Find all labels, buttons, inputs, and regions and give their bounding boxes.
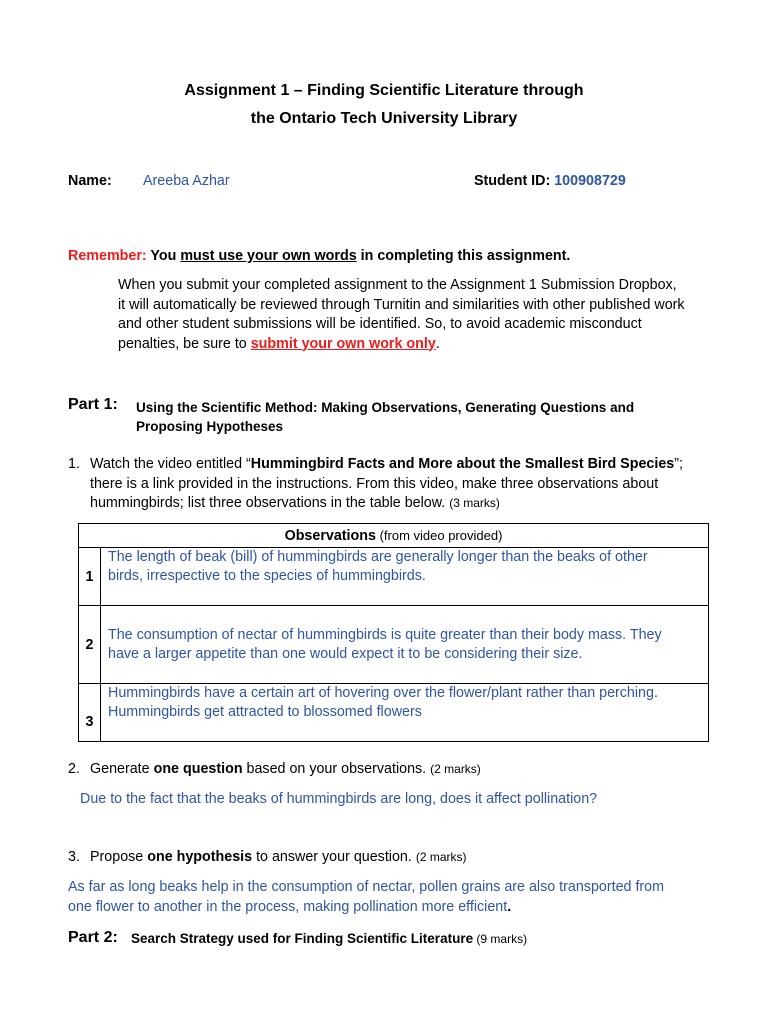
video-title: Hummingbird Facts and More about the Smallest Bird Species [250,456,675,472]
question-3 [90,848,467,868]
q1-text-a: Watch the video entitled “ [90,456,251,472]
observation-text [101,684,709,742]
question-2-number: 2. [68,761,80,777]
observation-text [101,606,709,684]
q3-text-a: Propose [90,849,148,865]
q3-answer-line-1: As far as long beaks help in the consumption of nectar, pollen grains are also transported from [68,879,665,895]
q3-answer-line-2-text: one flower to another in the process, making pollination more efficient [68,898,508,915]
q3-answer-line-2 [68,898,664,918]
question-1-number: 1. [68,456,80,472]
part-2-marks: (9 marks) [473,932,528,946]
q1-marks: (3 marks) [449,496,500,510]
observation-1-line-2: birds, irrespective to the species of hummingbirds. [108,568,426,584]
observations-header-row [79,524,709,548]
remember-line [68,247,570,267]
name-label: Name: [68,173,112,189]
part-1-heading [136,398,634,436]
part-2-heading [131,931,527,946]
q3-text-c: to answer your question. [252,849,416,865]
q1-line-3-text: hummingbirds; list three observations in the table below. [90,495,450,511]
observation-2-line-2: have a larger appetite than one would expect it to be considering their size. [108,645,583,662]
part-1-heading-line-2: Proposing Hypotheses [136,419,284,434]
document-title-line-1: Assignment 1 – Finding Scientific Literature through [184,82,584,99]
q3-answer-period: . [507,898,512,915]
remember-para-line-2: it will automatically be reviewed through Turnitin and similarities with other published work [118,296,685,313]
remember-text-c: in completing this assignment. [356,248,571,264]
observation-text [101,548,709,606]
remember-text-b: must use your own words [180,248,357,264]
remember-para-line-4 [118,335,685,355]
q2-text-a: Generate [90,761,154,777]
observation-1-line-1: The length of beak (bill) of hummingbirds are generally longer than the beaks of other [108,549,648,565]
q2-text-c: based on your observations. [242,761,431,777]
student-id-label: Student ID: [474,173,551,189]
observation-3-line-2: Hummingbirds get attracted to blossomed flowers [108,704,422,720]
observations-header [79,524,709,548]
observations-header-bold: Observations [284,527,376,544]
question-1-line-3 [90,494,683,514]
name-value: Areeba Azhar [143,173,230,189]
q3-text-b: one hypothesis [147,849,253,865]
submit-own-work-emphasis: submit your own work only [250,335,436,352]
observation-2-line-1: The consumption of nectar of hummingbirds is quite greater than their body mass. They [108,626,662,643]
document-title-line-2: the Ontario Tech University Library [250,110,518,127]
question-1-line-2: there is a link provided in the instructions. From this video, make three observations about [90,475,659,492]
part-2-label: Part 2: [68,929,118,946]
remember-paragraph [118,276,685,354]
part-2-heading-text: Search Strategy used for Finding Scientific Literature [131,931,474,946]
remember-para-4a: penalties, be sure to [118,335,251,352]
q3-marks: (2 marks) [415,850,467,864]
observations-header-note: (from video provided) [375,527,503,543]
observation-row [79,548,709,606]
remember-para-4c: . [435,335,440,352]
part-1-heading-line-1: Using the Scientific Method: Making Observations, Generating Questions and [136,400,635,415]
q1-text-c: ”; [674,456,683,472]
question-2 [90,760,481,780]
remember-label: Remember: [68,248,147,264]
remember-text-a: You [150,248,181,264]
q2-text-b: one question [153,761,243,777]
question-3-number: 3. [68,849,80,865]
remember-para-line-3: and other student submissions will be identified. So, to avoid academic misconduct [118,316,642,332]
question-1 [90,455,683,514]
student-id-row [474,172,626,192]
remember-para-line-1: When you submit your completed assignment to the Assignment 1 Submission Dropbox, [118,277,677,293]
observation-number: 3 [79,684,101,742]
question-2-answer: Due to the fact that the beaks of hummingbirds are long, does it affect pollination? [80,791,598,807]
observations-table [78,523,709,742]
question-3-answer [68,878,664,917]
observation-number: 2 [79,606,101,684]
observation-3-line-1: Hummingbirds have a certain art of hovering over the flower/plant rather than perching. [108,685,658,701]
part-1-label: Part 1: [68,396,118,413]
observation-number: 1 [79,548,101,606]
question-1-line-1 [90,455,683,475]
observation-row [79,606,709,684]
q2-marks: (2 marks) [430,762,481,776]
observation-row [79,684,709,742]
student-id-value: 100908729 [554,173,626,189]
